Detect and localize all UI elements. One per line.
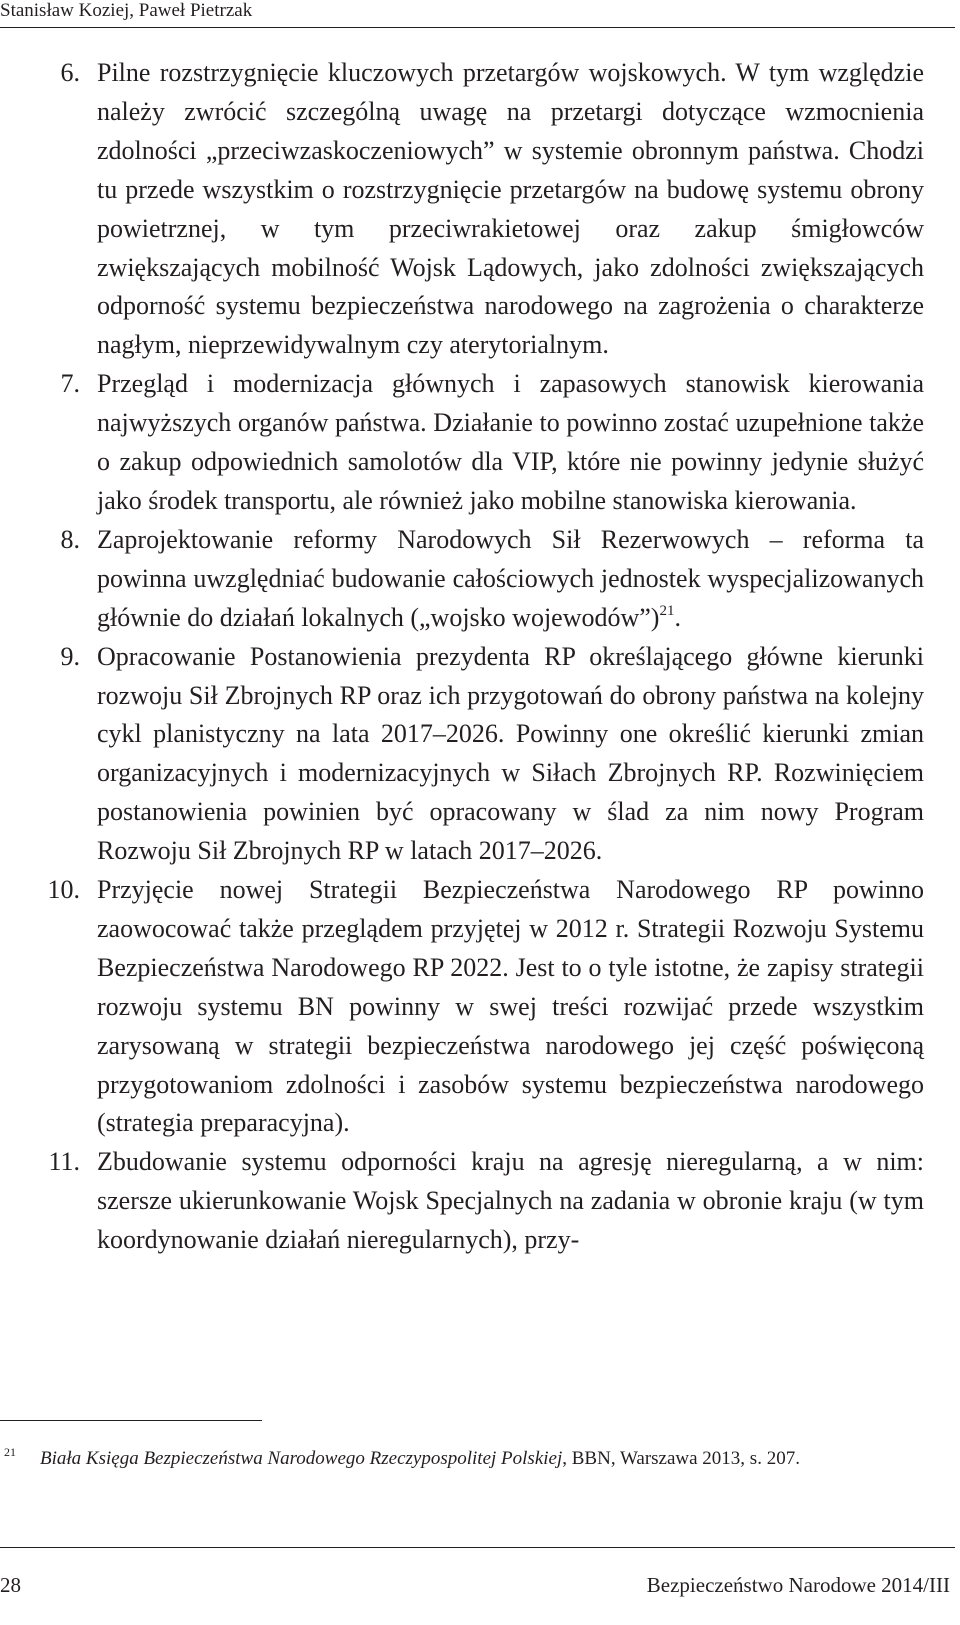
item-number: 8.	[60, 524, 80, 554]
item-number: 10.	[47, 875, 80, 905]
list-item	[0, 1143, 950, 1260]
list-item	[0, 365, 950, 521]
footer-rule	[0, 1547, 955, 1548]
item-number: 9.	[60, 641, 80, 671]
footnote-rule	[0, 1420, 262, 1421]
footnote-mark: 21	[4, 1445, 16, 1459]
footnote	[0, 1447, 955, 1471]
item-number: 11.	[48, 1147, 80, 1177]
item-text-end: .	[674, 602, 681, 632]
item-text: Zbudowanie systemu odporności kraju na agresję nieregularną, a w nim: szersze ukierunkowanie Wojsk Specjalnych na zadania w obronie kraju (w tym koordynowanie działań nieregularnych), przy-	[97, 1147, 924, 1255]
item-text: Przyjęcie nowej Strategii Bezpieczeństwa Narodowego RP powinno zaowocować także przeglądem przyjętej w 2012 r. Strategii Rozwoju Systemu Bezpieczeństwa Narodowego RP 2022. Jest to o tyle istotne, że zapisy strategii rozwoju systemu BN powinny w swej treści rozwijać przede wszystkim zarysowaną w strategii bezpieczeństwa narodowego jej część poświęconą przygotowaniom zdolności i zasobów systemu bezpieczeństwa narodowego (strategia preparacyjna).	[97, 875, 924, 1138]
footnote-citation: , BBN, Warszawa 2013, s. 207.	[562, 1448, 800, 1469]
journal-title: Bezpieczeństwo Narodowe 2014/III	[646, 1573, 950, 1597]
item-number: 6.	[60, 58, 80, 87]
list-item	[0, 54, 950, 365]
recommendation-list	[0, 54, 950, 1260]
list-item	[0, 871, 950, 1143]
item-number: 7.	[60, 369, 80, 399]
list-item	[0, 638, 950, 871]
page-number: 28	[0, 1573, 21, 1597]
header-rule	[0, 27, 955, 28]
footnote-text	[40, 1448, 800, 1469]
running-header-authors: Stanisław Koziej, Paweł Pietrzak	[0, 0, 253, 21]
item-text: Pilne rozstrzygnięcie kluczowych przetargów wojskowych. W tym względzie należy zwrócić szczególną uwagę na przetargi dotyczące wzmocnienia zdolności „przeciwzaskoczeniowych” w systemie obronnym państwa. Chodzi tu przede wszystkim o rozstrzygnięcie przetargów na budowę systemu obrony powietrznej, w tym przeciwrakietowej oraz zakup śmigłowców zwiększających mobilność Wojsk Lądowych, jako zdolności zwiększających odporność systemu bezpieczeństwa narodowego na zagrożenia o charakterze nagłym, nieprzewidywalnym czy aterytorialnym.	[97, 58, 924, 360]
footnote-title: Biała Księga Bezpieczeństwa Narodowego Rzeczypospolitej Polskiej	[40, 1448, 563, 1469]
item-text-container	[97, 521, 924, 638]
list-item	[0, 521, 950, 638]
footnote-reference[interactable]: 21	[659, 602, 675, 619]
item-text: Przegląd i modernizacja głównych i zapasowych stanowisk kierowania najwyższych organów państwa. Działanie to powinno zostać uzupełnione także o zakup odpowiednich samolotów dla VIP, które nie powinny jedynie służyć jako środek transportu, ale również jako mobilne stanowiska kierowania.	[97, 369, 924, 515]
item-text: Zaprojektowanie reformy Narodowych Sił Rezerwowych – reforma ta powinna uwzględniać budowanie całościowych jednostek wyspecjalizowanych głównie do działań lokalnych („wojsko wojewodów”)	[97, 524, 924, 632]
item-text: Opracowanie Postanowienia prezydenta RP określającego główne kierunki rozwoju Sił Zbrojnych RP oraz ich przygotowań do obrony państwa na kolejny cykl planistyczny na lata 2017–2026. Powinny one określić kierunki zmian organizacyjnych i modernizacyjnych w Siłach Zbrojnych RP. Rozwinięciem postanowienia powinien być opracowany w ślad za nim nowy Program Rozwoju Sił Zbrojnych RP w latach 2017–2026.	[97, 641, 924, 866]
